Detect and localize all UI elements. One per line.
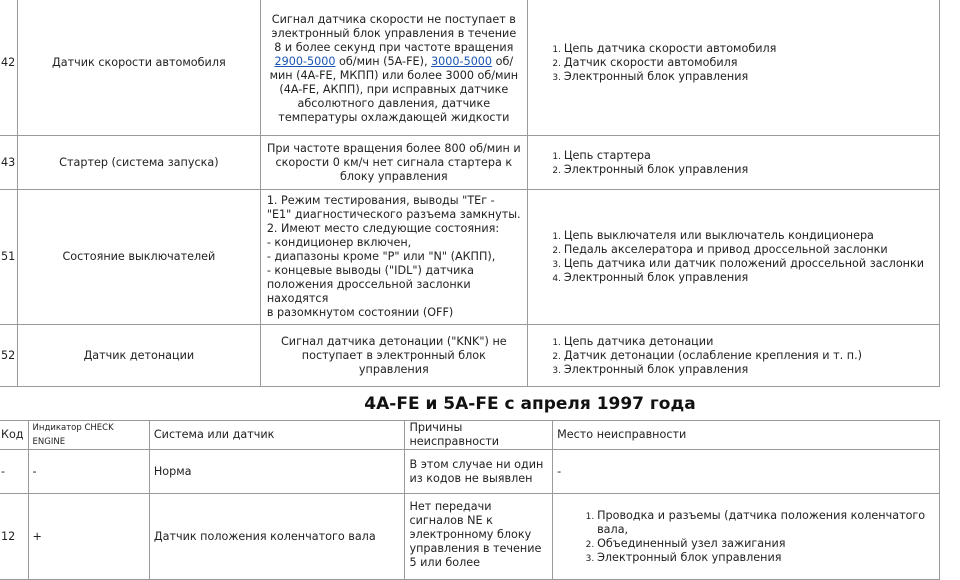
location-list	[528, 149, 939, 177]
condition-cell: Сигнал датчика детонации ("KNK") не поступает в электронный блок управления	[260, 325, 527, 387]
condition-line: - кондиционер включен,	[266, 236, 412, 249]
list-item: 3. Электронный блок управления	[564, 70, 939, 84]
location-cell	[527, 0, 939, 136]
condition-line: 2. Имеют место следующие состояния:	[266, 222, 500, 235]
fault-code-table-lower	[0, 420, 940, 580]
location-cell	[527, 190, 939, 325]
list-item: 1. Цепь выключателя или выключатель кондиционера	[564, 229, 939, 243]
location-cell: -	[553, 450, 940, 494]
list-item: 2. Объединенный узел зажигания	[597, 537, 935, 551]
list-item: 3. Электронный блок управления	[597, 551, 935, 565]
rpm-range-link[interactable]: 2900-5000	[274, 55, 336, 68]
table-row	[0, 190, 940, 325]
code-cell: 52	[0, 325, 17, 387]
header-cause: Причины неисправности	[405, 421, 553, 450]
table-row	[0, 494, 940, 580]
location-list	[528, 335, 939, 377]
list-item: 2. Датчик детонации (ослабление крепления и т. п.)	[564, 349, 939, 363]
condition-cell: При частоте вращения более 800 об/мин и скорости 0 км/ч нет сигнала стартера к блоку управления	[260, 136, 527, 190]
cause-cell: В этом случае ни один из кодов не выявлен	[405, 450, 553, 494]
list-item: 2. Датчик скорости автомобиля	[564, 56, 939, 70]
list-item: 1. Цепь стартера	[564, 149, 939, 163]
system-cell: Датчик детонации	[17, 325, 260, 387]
table-row	[0, 0, 940, 136]
list-item: 4. Электронный блок управления	[564, 271, 939, 285]
code-cell: 51	[0, 190, 17, 325]
system-cell: Состояние выключателей	[17, 190, 260, 325]
condition-line: "Е1" диагностического разъема замкнуты.	[266, 208, 521, 221]
code-cell: 42	[0, 0, 17, 136]
list-item: 2. Педаль акселератора и привод дроссельной заслонки	[564, 243, 939, 257]
list-item: 3. Цепь датчика или датчик положений дроссельной заслонки	[564, 257, 939, 271]
system-cell: Стартер (система запуска)	[17, 136, 260, 190]
location-list	[528, 229, 939, 285]
indicator-cell: -	[28, 450, 149, 494]
system-cell: Датчик положения коленчатого вала	[149, 494, 405, 580]
rpm-range-link[interactable]: 3000-5000	[431, 55, 493, 68]
code-cell: -	[0, 450, 28, 494]
condition-line: - диапазоны кроме "Р" или "N" (АКПП),	[266, 250, 496, 263]
location-cell	[527, 325, 939, 387]
condition-text: Сигнал датчика скорости не поступает в электронный блок управления в течение 8 и более секунд при частоте вращения	[271, 13, 517, 54]
header-location: Место неисправности	[553, 421, 940, 450]
condition-text: об/мин (5A-FE),	[335, 55, 432, 68]
location-cell	[553, 494, 940, 580]
condition-line: положения дроссельной заслонки находятся	[266, 278, 471, 305]
header-indicator: Индикатор CHECK ENGINE	[28, 421, 149, 450]
list-item: 3. Электронный блок управления	[564, 363, 939, 377]
system-cell: Датчик скорости автомобиля	[17, 0, 260, 136]
table-row	[0, 325, 940, 387]
location-cell	[527, 136, 939, 190]
table-header-row	[0, 421, 940, 450]
condition-cell	[260, 0, 527, 136]
location-list	[557, 509, 935, 565]
condition-text: об/мин (4A-FE, МКПП) или более 3000 об/мин (4A-FE, АКПП), при исправных датчике абсолютного давления, датчике температуры охлаждающей жидкости	[269, 55, 519, 124]
condition-line: 1. Режим тестирования, выводы "ТЕг -	[266, 194, 495, 207]
system-cell: Норма	[149, 450, 405, 494]
indicator-cell: +	[28, 494, 149, 580]
list-item: 1. Цепь датчика скорости автомобиля	[564, 42, 939, 56]
condition-cell	[260, 190, 527, 325]
table-row	[0, 450, 940, 494]
code-cell: 12	[0, 494, 28, 580]
condition-line: в разомкнутом состоянии (OFF)	[266, 306, 454, 319]
header-system: Система или датчик	[149, 421, 405, 450]
section-title: 4A-FE и 5A-FE с апреля 1997 года	[364, 394, 696, 414]
table-row	[0, 136, 940, 190]
list-item: 2. Электронный блок управления	[564, 163, 939, 177]
code-cell: 43	[0, 136, 17, 190]
list-item: 1. Проводка и разъемы (датчика положения коленчатого вала,	[597, 509, 935, 537]
header-code: Код	[0, 421, 28, 450]
location-list	[528, 42, 939, 84]
cause-cell: Нет передачи сигналов NE к электронному блоку управления в течение 5 или более	[405, 494, 553, 580]
list-item: 1. Цепь датчика детонации	[564, 335, 939, 349]
condition-line: - концевые выводы ("IDL") датчика	[266, 264, 474, 277]
